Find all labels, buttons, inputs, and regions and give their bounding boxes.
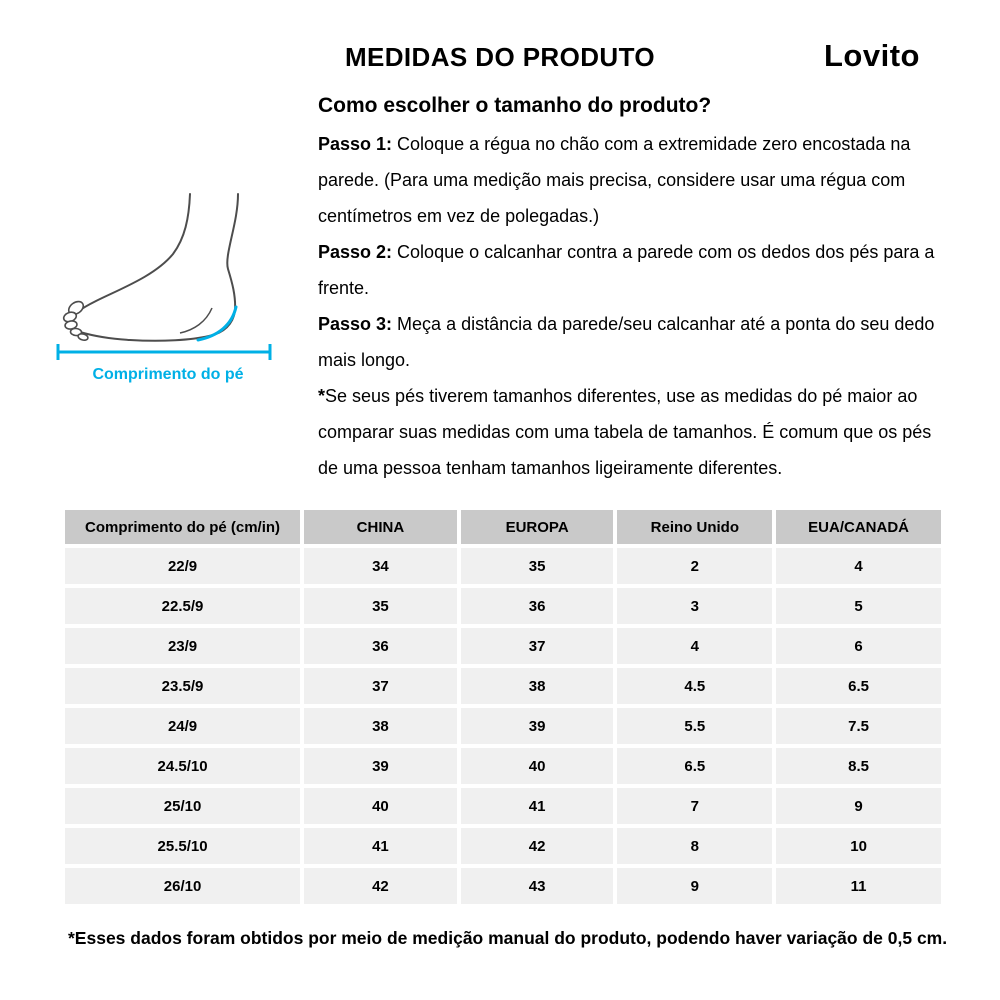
measurement-line [58, 344, 270, 360]
instructions-heading: Como escolher o tamanho do produto? [318, 94, 712, 117]
table-row [65, 868, 941, 904]
step-1-text: Coloque a régua no chão com a extremidade zero encostada na parede. (Para uma medição mais precisa, considere usar uma régua com centímetros em vez de polegadas.) [318, 134, 911, 226]
step-2-text: Coloque o calcanhar contra a parede com os dedos dos pés para a frente. [318, 242, 935, 298]
table-row [65, 748, 941, 784]
tip-note [318, 378, 948, 486]
table-cell: 3 [617, 588, 772, 624]
table-cell: 6.5 [776, 668, 941, 704]
table-cell: 26/10 [65, 868, 300, 904]
foot-length-label: Comprimento do pé [92, 366, 244, 383]
table-cell: 36 [304, 628, 457, 664]
table-cell: 6 [776, 628, 941, 664]
header-china: CHINA [304, 510, 457, 544]
table-cell: 10 [776, 828, 941, 864]
table-cell: 43 [461, 868, 614, 904]
step-1 [318, 126, 948, 234]
step-3 [318, 306, 948, 378]
table-cell: 41 [304, 828, 457, 864]
table-row [65, 588, 941, 624]
table-cell: 7.5 [776, 708, 941, 744]
header-uk: Reino Unido [617, 510, 772, 544]
table-header-row [65, 510, 941, 544]
table-cell: 24.5/10 [65, 748, 300, 784]
table-cell: 9 [776, 788, 941, 824]
brand-logo: Lovito [824, 38, 920, 73]
table-row [65, 628, 941, 664]
table-cell: 36 [461, 588, 614, 624]
footnote: *Esses dados foram obtidos por meio de medição manual do produto, podendo haver variação de 0,5 cm. [68, 928, 948, 948]
header-foot-length: Comprimento do pé (cm/in) [65, 510, 300, 544]
size-chart-table [61, 506, 945, 908]
table-cell: 39 [461, 708, 614, 744]
instructions-section [318, 94, 948, 486]
table-cell: 7 [617, 788, 772, 824]
table-cell: 22/9 [65, 548, 300, 584]
table-cell: 39 [304, 748, 457, 784]
foot-illustration-icon [52, 190, 284, 362]
tip-note-label: * [318, 386, 326, 406]
page-title: MEDIDAS DO PRODUTO [344, 42, 656, 72]
table-cell: 42 [304, 868, 457, 904]
foot-outline [69, 194, 238, 341]
table-cell: 35 [304, 588, 457, 624]
table-row [65, 788, 941, 824]
table-cell: 42 [461, 828, 614, 864]
table-cell: 11 [776, 868, 941, 904]
size-table-body [65, 548, 941, 904]
table-cell: 6.5 [617, 748, 772, 784]
table-row [65, 548, 941, 584]
table-cell: 24/9 [65, 708, 300, 744]
table-cell: 35 [461, 548, 614, 584]
table-cell: 40 [304, 788, 457, 824]
table-cell: 40 [461, 748, 614, 784]
header-europa: EUROPA [461, 510, 614, 544]
table-row [65, 668, 941, 704]
table-cell: 22.5/9 [65, 588, 300, 624]
step-3-label: Passo 3: [318, 314, 393, 334]
foot-measurement-diagram [52, 190, 284, 384]
table-cell: 8 [617, 828, 772, 864]
table-cell: 37 [461, 628, 614, 664]
step-2-label: Passo 2: [318, 242, 393, 262]
table-row [65, 828, 941, 864]
table-cell: 23.5/9 [65, 668, 300, 704]
header-us-canada: EUA/CANADÁ [776, 510, 941, 544]
table-cell: 34 [304, 548, 457, 584]
table-cell: 9 [617, 868, 772, 904]
table-cell: 2 [617, 548, 772, 584]
table-cell: 4.5 [617, 668, 772, 704]
table-cell: 25/10 [65, 788, 300, 824]
tip-note-text: Se seus pés tiverem tamanhos diferentes, use as medidas do pé maior ao comparar suas medidas com uma tabela de tamanhos. É comum que os pés de uma pessoa tenham tamanhos ligeiramente diferentes. [318, 386, 932, 478]
table-cell: 38 [461, 668, 614, 704]
table-cell: 5.5 [617, 708, 772, 744]
step-1-label: Passo 1: [318, 134, 393, 154]
step-3-text: Meça a distância da parede/seu calcanhar até a ponta do seu dedo mais longo. [318, 314, 935, 370]
table-cell: 5 [776, 588, 941, 624]
table-row [65, 708, 941, 744]
table-cell: 37 [304, 668, 457, 704]
table-cell: 4 [617, 628, 772, 664]
table-cell: 23/9 [65, 628, 300, 664]
table-cell: 4 [776, 548, 941, 584]
table-cell: 38 [304, 708, 457, 744]
table-cell: 8.5 [776, 748, 941, 784]
table-cell: 25.5/10 [65, 828, 300, 864]
step-2 [318, 234, 948, 306]
table-cell: 41 [461, 788, 614, 824]
